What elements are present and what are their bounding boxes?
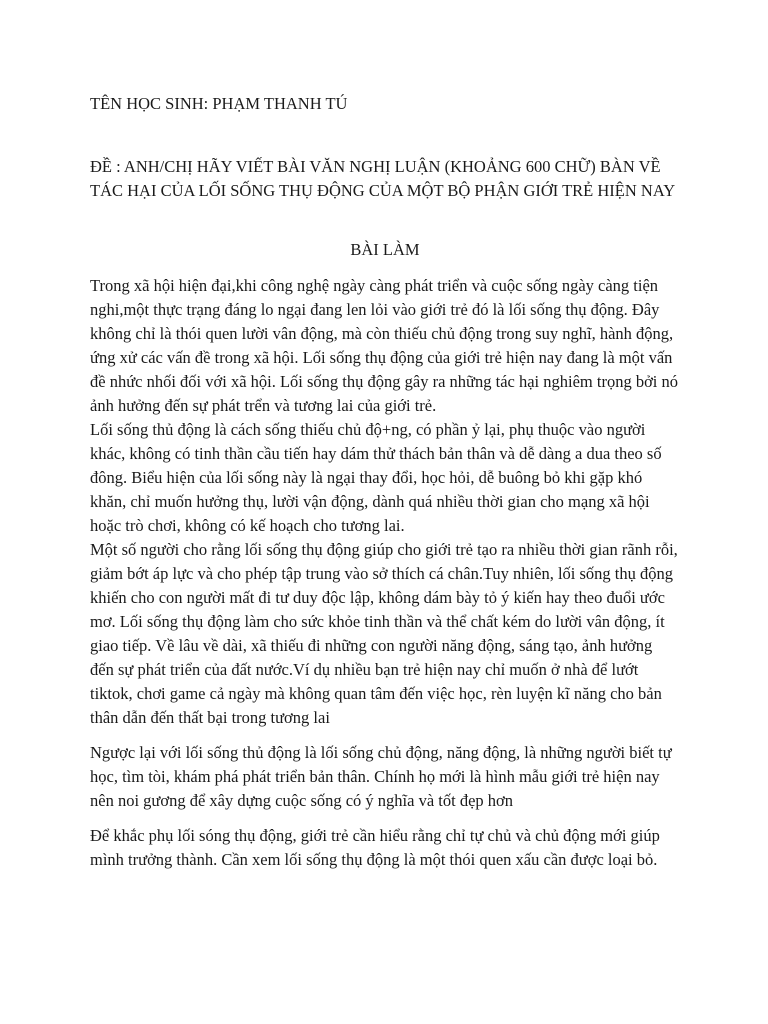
paragraph-5: Để khắc phụ lối sóng thụ động, giới trẻ cần hiểu rằng chỉ tự chủ và chủ động mới giúp mình trưởng thành. Cần xem lối sống thụ động là một thói quen xấu cần được loại bỏ.	[90, 826, 660, 869]
paragraph-1: Trong xã hội hiện đại,khi công nghệ ngày càng phát triển và cuộc sống ngày càng tiện nghi,một thực trạng đáng lo ngại đang len lỏi vào giới trẻ đó là lối sống thụ động. Đây không chỉ là thói quen lười vân động, mà còn thiếu chủ động trong suy nghĩ, hành động, ứng xử các vấn đề trong xã hội. Lối sống thụ động của giới trẻ hiện nay đang là một vấn đề nhức nhối đối với xã hội. Lối sống thụ động gây ra những tác hại nghiêm trọng bởi nó ảnh hưởng đến sự phát trển và tương lai của giới trẻ.	[90, 276, 678, 415]
paragraph-2: Lối sống thủ động là cách sống thiếu chủ độ+ng, có phần ỷ lại, phụ thuộc vào người khác, không có tinh thần cầu tiến hay dám thử thách bản thân và dễ dàng a dua theo số đông. Biểu hiện của lối sống này là ngại thay đổi, học hỏi, dễ buông bỏ khi gặp khó khăn, chỉ muốn hưởng thụ, lười vận động, dành quá nhiều thời gian cho mạng xã hội hoặc trò chơi, không có kế hoạch cho tương lai.	[90, 420, 662, 535]
student-name-line: TÊN HỌC SINH: PHẠM THANH TÚ	[90, 94, 348, 113]
paragraph-4: Ngược lại với lối sống thủ động là lối sống chủ động, năng động, là những người biết tự học, tìm tòi, khám phá phát triển bản thân. Chính họ mới là hình mẫu giới trẻ hiện nay nên noi gương để xây dựng cuộc sống có ý nghĩa và tốt đẹp hơn	[90, 743, 672, 810]
essay-body	[90, 274, 680, 872]
paragraph-3: Một số người cho rằng lối sống thụ động giúp cho giới trẻ tạo ra nhiều thời gian rãnh rỗi, giảm bớt áp lực và cho phép tập trung vào sở thích cá chân.Tuy nhiên, lối sống thụ động khiến cho con người mất đi tư duy độc lập, không dám bày tỏ ý kiến hay theo đuổi ước mơ. Lối sống thụ động làm cho sức khỏe tinh thần và thể chất kém do lười vân động, ít giao tiếp. Về lâu về dài, xã thiếu đi những con người năng động, sáng tạo, ảnh hưởng đến sự phát triển của đất nước.Ví dụ nhiều bạn trẻ hiện nay chỉ muốn ở nhà để lướt tiktok, chơi game cả ngày mà không quan tâm đến việc học, rèn luyện kĩ năng cho bản thân dẫn đến thất bại trong tương lai	[90, 540, 678, 727]
essay-prompt: ĐỀ : ANH/CHỊ HÃY VIẾT BÀI VĂN NGHỊ LUẬN (KHOẢNG 600 CHỮ) BÀN VỀ TÁC HẠI CỦA LỐI SỐNG THỤ ĐỘNG CỦA MỘT BỘ PHẬN GIỚI TRẺ HIỆN NAY	[90, 157, 676, 200]
essay-heading: BÀI LÀM	[350, 240, 420, 259]
